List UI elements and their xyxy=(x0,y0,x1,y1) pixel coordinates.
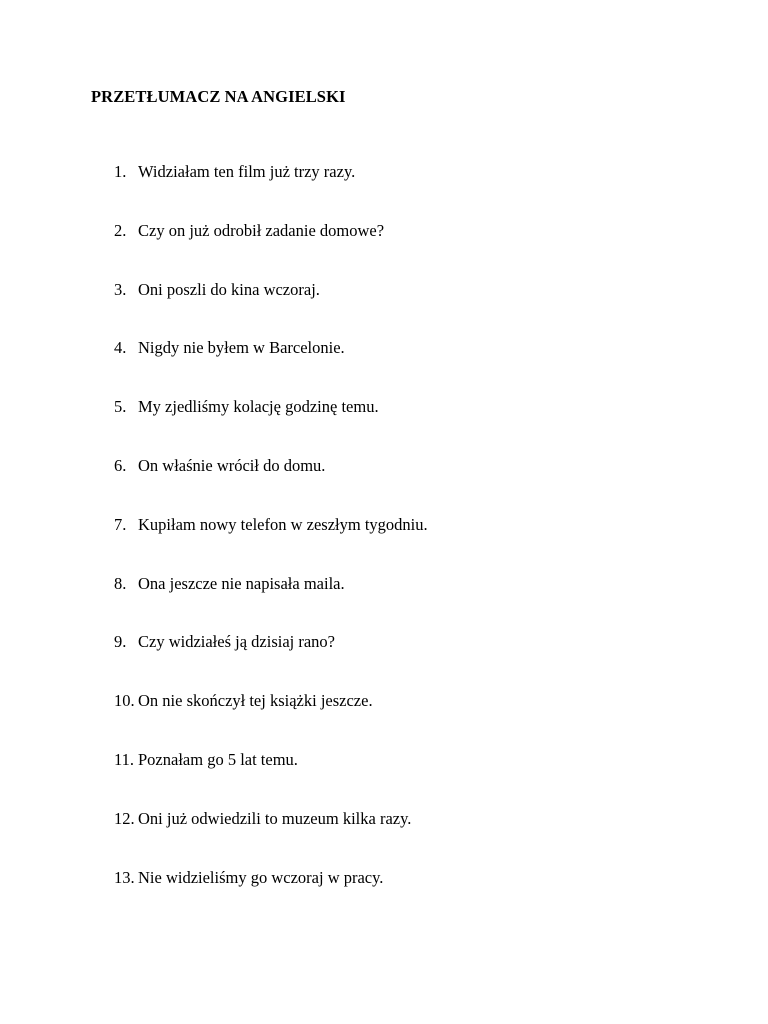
list-item xyxy=(114,632,428,691)
item-text: Czy widziałeś ją dzisiaj rano? xyxy=(138,632,336,652)
list-item xyxy=(114,221,428,280)
item-text: Oni już odwiedzili to muzeum kilka razy. xyxy=(138,808,412,828)
list-item xyxy=(114,338,428,397)
list-item xyxy=(114,456,428,515)
item-number: 4. xyxy=(114,338,127,358)
item-text: My zjedliśmy kolację godzinę temu. xyxy=(138,397,379,417)
item-number: 5. xyxy=(114,397,127,417)
item-number: 12. xyxy=(114,808,135,828)
item-text: On właśnie wrócił do domu. xyxy=(138,455,326,475)
item-text: Ona jeszcze nie napisała maila. xyxy=(138,573,345,593)
item-number: 6. xyxy=(114,455,127,475)
item-number: 8. xyxy=(114,573,127,593)
list-item xyxy=(114,397,428,456)
item-text: Nigdy nie byłem w Barcelonie. xyxy=(138,338,345,358)
list-item xyxy=(114,809,428,868)
item-number: 7. xyxy=(114,514,127,534)
list-item xyxy=(114,515,428,574)
item-text: On nie skończył tej książki jeszcze. xyxy=(138,691,373,711)
item-text: Poznałam go 5 lat temu. xyxy=(138,749,298,769)
item-number: 2. xyxy=(114,220,127,240)
item-number: 9. xyxy=(114,632,127,652)
item-number: 10. xyxy=(114,691,135,711)
item-number: 1. xyxy=(114,162,127,181)
item-text: Kupiłam nowy telefon w zeszłym tygodniu. xyxy=(138,514,428,534)
item-text: Nie widzieliśmy go wczoraj w pracy. xyxy=(138,867,384,887)
list-item xyxy=(114,280,428,339)
item-number: 3. xyxy=(114,279,127,299)
item-text: Czy on już odrobił zadanie domowe? xyxy=(138,220,385,240)
item-number: 11. xyxy=(114,749,135,769)
item-text: Widziałam ten film już trzy razy. xyxy=(138,162,356,181)
item-number: 13. xyxy=(114,867,135,887)
list-item xyxy=(114,868,428,927)
document-title: PRZETŁUMACZ NA ANGIELSKI xyxy=(91,87,346,106)
sentence-list xyxy=(114,162,428,926)
list-item xyxy=(114,574,428,633)
list-item xyxy=(114,750,428,809)
item-text: Oni poszli do kina wczoraj. xyxy=(138,279,320,299)
list-item xyxy=(114,162,428,221)
list-item xyxy=(114,691,428,750)
